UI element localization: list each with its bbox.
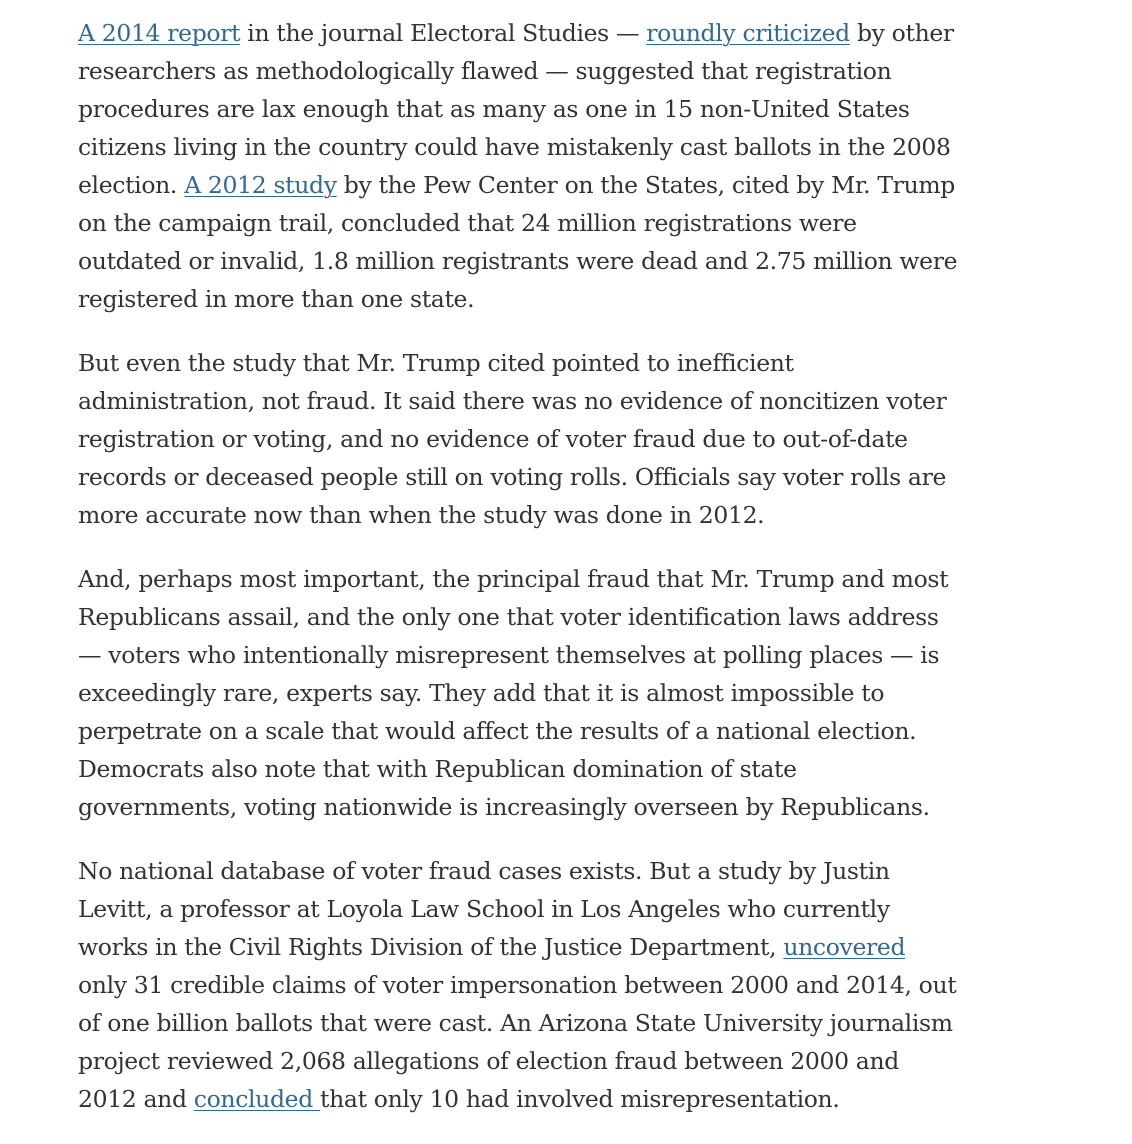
link-2014-report[interactable]: A 2014 report bbox=[78, 19, 241, 47]
link-concluded[interactable]: concluded bbox=[193, 1085, 321, 1113]
link-2012-study[interactable]: A 2012 study bbox=[184, 171, 337, 199]
paragraph-1 bbox=[78, 14, 958, 318]
paragraph-text: that only 10 had involved misrepresentation. bbox=[320, 1085, 840, 1113]
paragraph-2 bbox=[78, 344, 958, 534]
article-body bbox=[78, 14, 958, 1144]
paragraph-text: But even the study that Mr. Trump cited pointed to inefficient administration, not fraud. It said there was no evidence of noncitizen voter registration or voting, and no evidence of voter fraud due to out-of-date records or deceased people still on voting rolls. Officials say voter rolls are more accurate now than when the study was done in 2012. bbox=[78, 349, 947, 529]
paragraph-3 bbox=[78, 560, 958, 826]
paragraph-text: in the journal Electoral Studies — bbox=[240, 19, 647, 47]
link-roundly-criticized[interactable]: roundly criticized bbox=[646, 19, 850, 47]
paragraph-text: No national database of voter fraud cases exists. But a study by Justin Levitt, a professor at Loyola Law School in Los Angeles who currently works in the Civil Rights Division of the Justice Department, bbox=[78, 857, 890, 961]
paragraph-4 bbox=[78, 852, 958, 1118]
paragraph-text: by the Pew Center on the States, cited by Mr. Trump on the campaign trail, concluded that 24 million registrations were outdated or invalid, 1.8 million registrants were dead and 2.75 million were registered in more than one state. bbox=[78, 171, 958, 313]
paragraph-text: only 31 credible claims of voter impersonation between 2000 and 2014, out of one billion ballots that were cast. An Arizona State University journalism project reviewed 2,068 allegations of election fraud between 2000 and 2012 and bbox=[78, 971, 957, 1113]
paragraph-text: by other researchers as methodologically flawed — suggested that registration procedures are lax enough that as many as one in 15 non-United States citizens living in the country could have mistakenly cast ballots in the 2008 election. bbox=[78, 19, 954, 199]
link-uncovered[interactable]: uncovered bbox=[783, 933, 906, 961]
paragraph-text: And, perhaps most important, the principal fraud that Mr. Trump and most Republicans assail, and the only one that voter identification laws address — voters who intentionally misrepresent themselves at polling places — is exceedingly rare, experts say. They add that it is almost impossible to perpetrate on a scale that would affect the results of a national election. Democrats also note that with Republican domination of state governments, voting nationwide is increasingly overseen by Republicans. bbox=[78, 565, 949, 821]
